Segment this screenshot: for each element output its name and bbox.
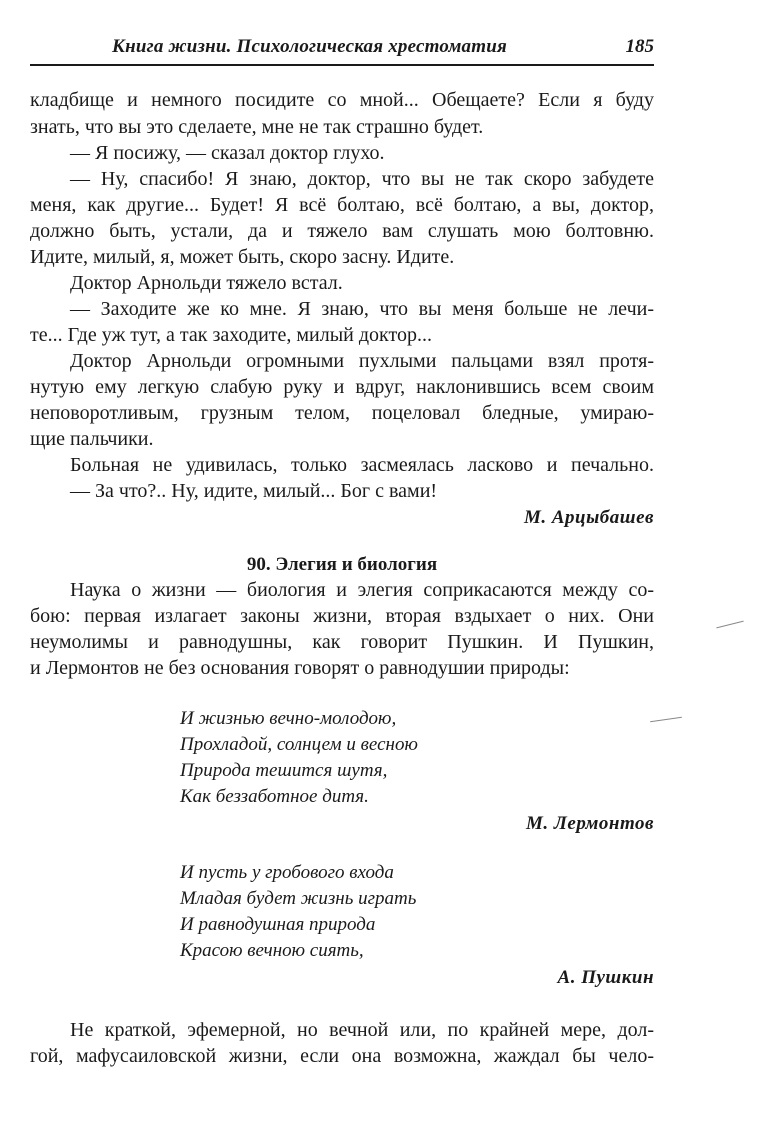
section-heading: 90. Элегия и биология — [246, 554, 438, 575]
story-line: нутую ему легкую слабую руку и вдруг, наклонившись всем своим — [30, 376, 654, 398]
intro-line: неумолимы и равнодушны, как говорит Пушкин. И Пушкин, — [30, 631, 654, 653]
poem-line: Природа тешится шутя, — [180, 760, 388, 781]
poem-line: Прохладой, солнцем и весною — [180, 734, 418, 755]
page-number: 185 — [625, 36, 654, 57]
running-header — [30, 36, 654, 66]
intro-line: бою: первая излагает законы жизни, вторая вздыхает о них. Они — [30, 605, 654, 627]
story-line: — За что?.. Ну, идите, милый... Бог с вами! — [70, 480, 438, 502]
story-line: — Ну, спасибо! Я знаю, доктор, что вы не так скоро забудете — [70, 168, 654, 190]
story-line: кладбище и немного посидите со мной... Обещаете? Если я буду — [30, 89, 654, 111]
story-author: М. Арцыбашев — [523, 507, 654, 528]
intro-line: и Лермонтов не без основания говорят о равнодушии природы: — [30, 657, 570, 679]
poem-line: И равнодушная природа — [180, 914, 376, 935]
poem1-author: М. Лермонтов — [526, 813, 654, 834]
story-line: должно быть, устали, да и тяжело вам слушать мою болтовню. — [30, 220, 654, 242]
poem-line: Как беззаботное дитя. — [180, 786, 369, 807]
scan-mark — [716, 621, 743, 629]
intro-line: Наука о жизни — биология и элегия соприкасаются между со- — [70, 579, 654, 601]
story-line: Идите, милый, я, может быть, скоро засну. Идите. — [30, 246, 455, 268]
story-line: щие пальчики. — [30, 428, 154, 450]
poem-line: Красою вечною сиять, — [180, 940, 364, 961]
story-line: — Заходите же ко мне. Я знаю, что вы меня больше не лечи- — [70, 298, 654, 320]
poem-line: И пусть у гробового входа — [180, 862, 394, 883]
story-line: меня, как другие... Будет! Я всё болтаю, всё болтаю, а вы, доктор, — [30, 194, 654, 216]
story-line: знать, что вы это сделаете, мне не так страшно будет. — [30, 116, 484, 138]
poem-line: Младая будет жизнь играть — [180, 888, 417, 909]
story-line: Больная не удивилась, только засмеялась ласково и печально. — [70, 454, 654, 476]
story-line: те... Где уж тут, а так заходите, милый доктор... — [30, 324, 432, 346]
story-line: Доктор Арнольди огромными пухлыми пальцами взял протя- — [70, 350, 654, 372]
poem-line: И жизнью вечно-молодою, — [180, 708, 397, 729]
closing-line: Не краткой, эфемерной, но вечной или, по крайней мере, дол- — [70, 1019, 654, 1041]
header-title: Книга жизни. Психологическая хрестоматия — [112, 36, 507, 57]
story-line: неповоротливым, грузным телом, поцеловал бледные, умираю- — [30, 402, 654, 424]
scan-mark — [650, 717, 682, 722]
story-line: — Я посижу, — сказал доктор глухо. — [70, 142, 385, 164]
story-line: Доктор Арнольди тяжело встал. — [70, 272, 343, 294]
closing-line: гой, мафусаиловской жизни, если она возможна, жаждал бы чело- — [30, 1045, 654, 1067]
poem2-author: А. Пушкин — [557, 967, 654, 988]
